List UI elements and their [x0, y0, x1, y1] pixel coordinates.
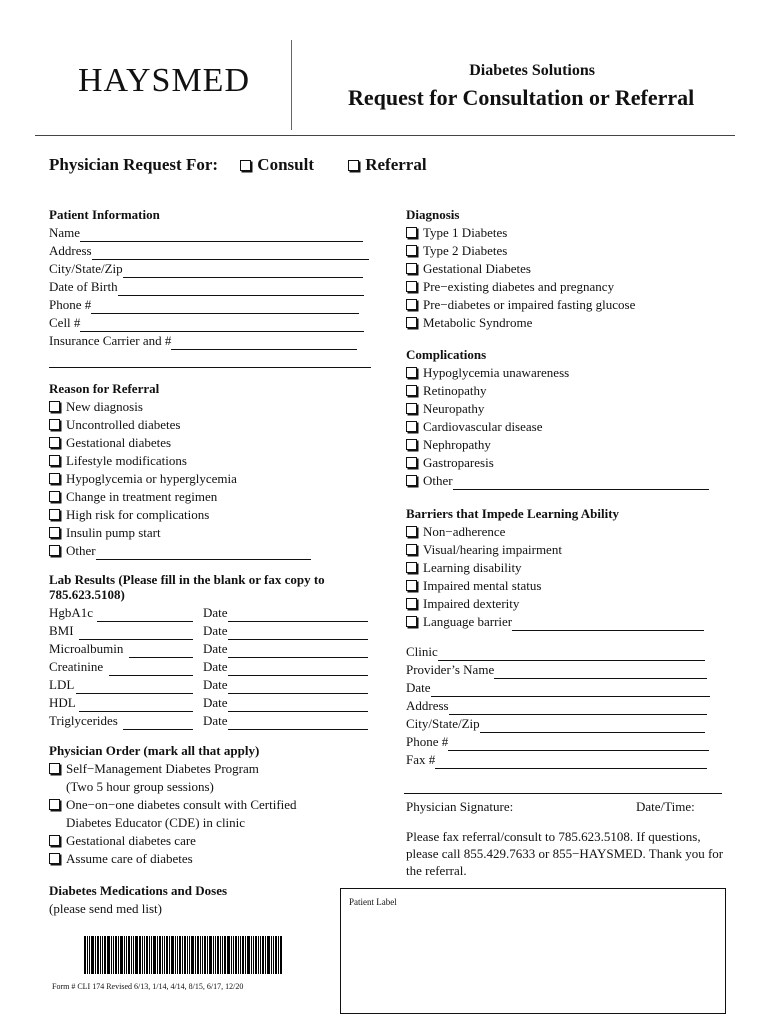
diagnosis-item[interactable]: Type 1 Diabetes	[406, 224, 716, 242]
reason-item-other[interactable]: Other	[49, 542, 374, 560]
checkbox-icon	[406, 457, 417, 468]
reason-item[interactable]: Uncontrolled diabetes	[49, 416, 374, 434]
checkbox-icon	[49, 799, 60, 810]
field-insurance[interactable]: Insurance Carrier and #	[49, 332, 374, 350]
barrier-item[interactable]: Impaired mental status	[406, 577, 716, 595]
checkbox-icon	[406, 317, 417, 328]
checkbox-icon	[406, 227, 417, 238]
diagnosis-section	[406, 206, 716, 332]
barrier-item[interactable]: Learning disability	[406, 559, 716, 577]
section-heading: Patient Information	[49, 207, 160, 222]
section-heading: Complications	[406, 347, 487, 362]
field-insurance-cont[interactable]	[49, 350, 374, 368]
checkbox-icon	[49, 437, 60, 448]
consult-option[interactable]: Consult	[240, 155, 314, 174]
complication-item[interactable]: Gastroparesis	[406, 454, 716, 472]
haysmed-logo: HAYSMED	[78, 62, 251, 99]
lab-row[interactable]: Creatinine Date	[49, 658, 374, 676]
complication-item[interactable]: Neuropathy	[406, 400, 716, 418]
checkbox-icon	[49, 763, 60, 774]
field-clinic-city[interactable]: City/State/Zip	[406, 715, 716, 733]
diagnosis-item[interactable]: Type 2 Diabetes	[406, 242, 716, 260]
lab-row[interactable]: BMI Date	[49, 622, 374, 640]
barrier-item[interactable]: Non−adherence	[406, 523, 716, 541]
checkbox-icon	[406, 475, 417, 486]
lab-row[interactable]: HgbA1c Date	[49, 604, 374, 622]
complication-item[interactable]: Retinopathy	[406, 382, 716, 400]
order-item[interactable]: Self−Management Diabetes Program	[49, 760, 374, 778]
barriers-section	[406, 505, 716, 631]
field-clinic-address[interactable]: Address	[406, 697, 716, 715]
reason-item[interactable]: High risk for complications	[49, 506, 374, 524]
checkbox-icon	[406, 526, 417, 537]
complication-item[interactable]: Hypoglycemia unawareness	[406, 364, 716, 382]
lab-row[interactable]: Triglycerides Date	[49, 712, 374, 730]
order-item[interactable]: One−on−one diabetes consult with Certified	[49, 796, 374, 814]
checkbox-icon	[49, 491, 60, 502]
request-label: Physician Request For:	[49, 155, 219, 174]
checkbox-icon	[406, 580, 417, 591]
complication-item[interactable]: Cardiovascular disease	[406, 418, 716, 436]
meds-section	[49, 882, 374, 918]
checkbox-icon	[49, 545, 60, 556]
patient-label-box	[340, 888, 726, 1014]
field-name[interactable]: Name	[49, 224, 374, 242]
reason-item[interactable]: Lifestyle modifications	[49, 452, 374, 470]
complications-section	[406, 346, 716, 490]
field-clinic[interactable]: Clinic	[406, 643, 716, 661]
lab-section	[49, 572, 374, 730]
lab-row[interactable]: Microalbumin Date	[49, 640, 374, 658]
field-address[interactable]: Address	[49, 242, 374, 260]
order-section	[49, 742, 374, 868]
department-name: Diabetes Solutions	[469, 62, 595, 79]
lab-row[interactable]: LDL Date	[49, 676, 374, 694]
request-type-row	[49, 155, 427, 175]
checkbox-icon	[406, 616, 417, 627]
checkbox-icon	[406, 263, 417, 274]
reason-section	[49, 380, 374, 560]
form-title: Request for Consultation or Referral	[348, 85, 695, 110]
order-item-sub: (Two 5 hour group sessions)	[66, 779, 214, 794]
order-item[interactable]: Gestational diabetes care	[49, 832, 374, 850]
checkbox-icon	[49, 835, 60, 846]
diagnosis-item[interactable]: Metabolic Syndrome	[406, 314, 716, 332]
reason-item[interactable]: Hypoglycemia or hyperglycemia	[49, 470, 374, 488]
diagnosis-item[interactable]: Pre−diabetes or impaired fasting glucose	[406, 296, 716, 314]
checkbox-icon[interactable]	[240, 160, 251, 171]
diagnosis-item[interactable]: Pre−existing diabetes and pregnancy	[406, 278, 716, 296]
checkbox-icon	[49, 419, 60, 430]
checkbox-icon	[49, 853, 60, 864]
checkbox-icon[interactable]	[348, 160, 359, 171]
lab-row[interactable]: HDL Date	[49, 694, 374, 712]
checkbox-icon	[406, 367, 417, 378]
field-dob[interactable]: Date of Birth	[49, 278, 374, 296]
checkbox-icon	[49, 455, 60, 466]
signature-rule	[404, 793, 722, 794]
section-heading: Diabetes Medications and Doses	[49, 883, 228, 898]
meds-sub: (please send med list)	[49, 901, 162, 916]
checkbox-icon	[406, 385, 417, 396]
order-item-sub: Diabetes Educator (CDE) in clinic	[66, 815, 246, 830]
field-clinic-phone[interactable]: Phone #	[406, 733, 716, 751]
checkbox-icon	[406, 245, 417, 256]
section-heading: Reason for Referral	[49, 381, 160, 396]
field-phone[interactable]: Phone #	[49, 296, 374, 314]
patient-info-section	[49, 206, 374, 368]
field-provider[interactable]: Provider’s Name	[406, 661, 716, 679]
reason-item[interactable]: New diagnosis	[49, 398, 374, 416]
complication-item[interactable]: Nephropathy	[406, 436, 716, 454]
field-city-state-zip[interactable]: City/State/Zip	[49, 260, 374, 278]
section-heading: Barriers that Impede Learning Ability	[406, 506, 620, 521]
signature-label[interactable]: Physician Signature:	[406, 799, 514, 814]
reason-item[interactable]: Change in treatment regimen	[49, 488, 374, 506]
clinic-section	[406, 643, 716, 769]
header-divider	[291, 40, 292, 130]
checkbox-icon	[49, 401, 60, 412]
checkbox-icon	[406, 281, 417, 292]
order-item[interactable]: Assume care of diabetes	[49, 850, 374, 868]
checkbox-icon	[406, 439, 417, 450]
section-heading: Diagnosis	[406, 207, 460, 222]
fax-note: Please fax referral/consult to 785.623.5108. If questions, please call 855.429.7633 or 855−HAYSMED. Thank you for the referral.	[406, 829, 724, 878]
barrier-item[interactable]: Impaired dexterity	[406, 595, 716, 613]
section-heading: Physician Order (mark all that apply)	[49, 743, 260, 758]
diagnosis-item[interactable]: Gestational Diabetes	[406, 260, 716, 278]
reason-item[interactable]: Gestational diabetes	[49, 434, 374, 452]
checkbox-icon	[406, 598, 417, 609]
barrier-item[interactable]: Visual/hearing impairment	[406, 541, 716, 559]
checkbox-icon	[406, 562, 417, 573]
signature-date-label[interactable]: Date/Time:	[636, 799, 695, 814]
checkbox-icon	[49, 527, 60, 538]
referral-option[interactable]: Referral	[348, 155, 426, 174]
checkbox-icon	[406, 544, 417, 555]
section-heading: Lab Results (Please fill in the blank or fax copy to 785.623.5108)	[49, 572, 325, 602]
field-cell[interactable]: Cell #	[49, 314, 374, 332]
checkbox-icon	[49, 473, 60, 484]
checkbox-icon	[49, 509, 60, 520]
complication-item-other[interactable]: Other	[406, 472, 716, 490]
barcode	[84, 936, 283, 974]
form-footer: Form # CLI 174 Revised 6/13, 1/14, 4/14, 8/15, 6/17, 12/20	[52, 982, 244, 991]
checkbox-icon	[406, 403, 417, 414]
patient-label-text: Patient Label	[349, 897, 397, 907]
barrier-item[interactable]: Language barrier	[406, 613, 716, 631]
checkbox-icon	[406, 299, 417, 310]
checkbox-icon	[406, 421, 417, 432]
header-rule	[35, 135, 735, 136]
field-date[interactable]: Date	[406, 679, 716, 697]
field-clinic-fax[interactable]: Fax #	[406, 751, 716, 769]
reason-item[interactable]: Insulin pump start	[49, 524, 374, 542]
